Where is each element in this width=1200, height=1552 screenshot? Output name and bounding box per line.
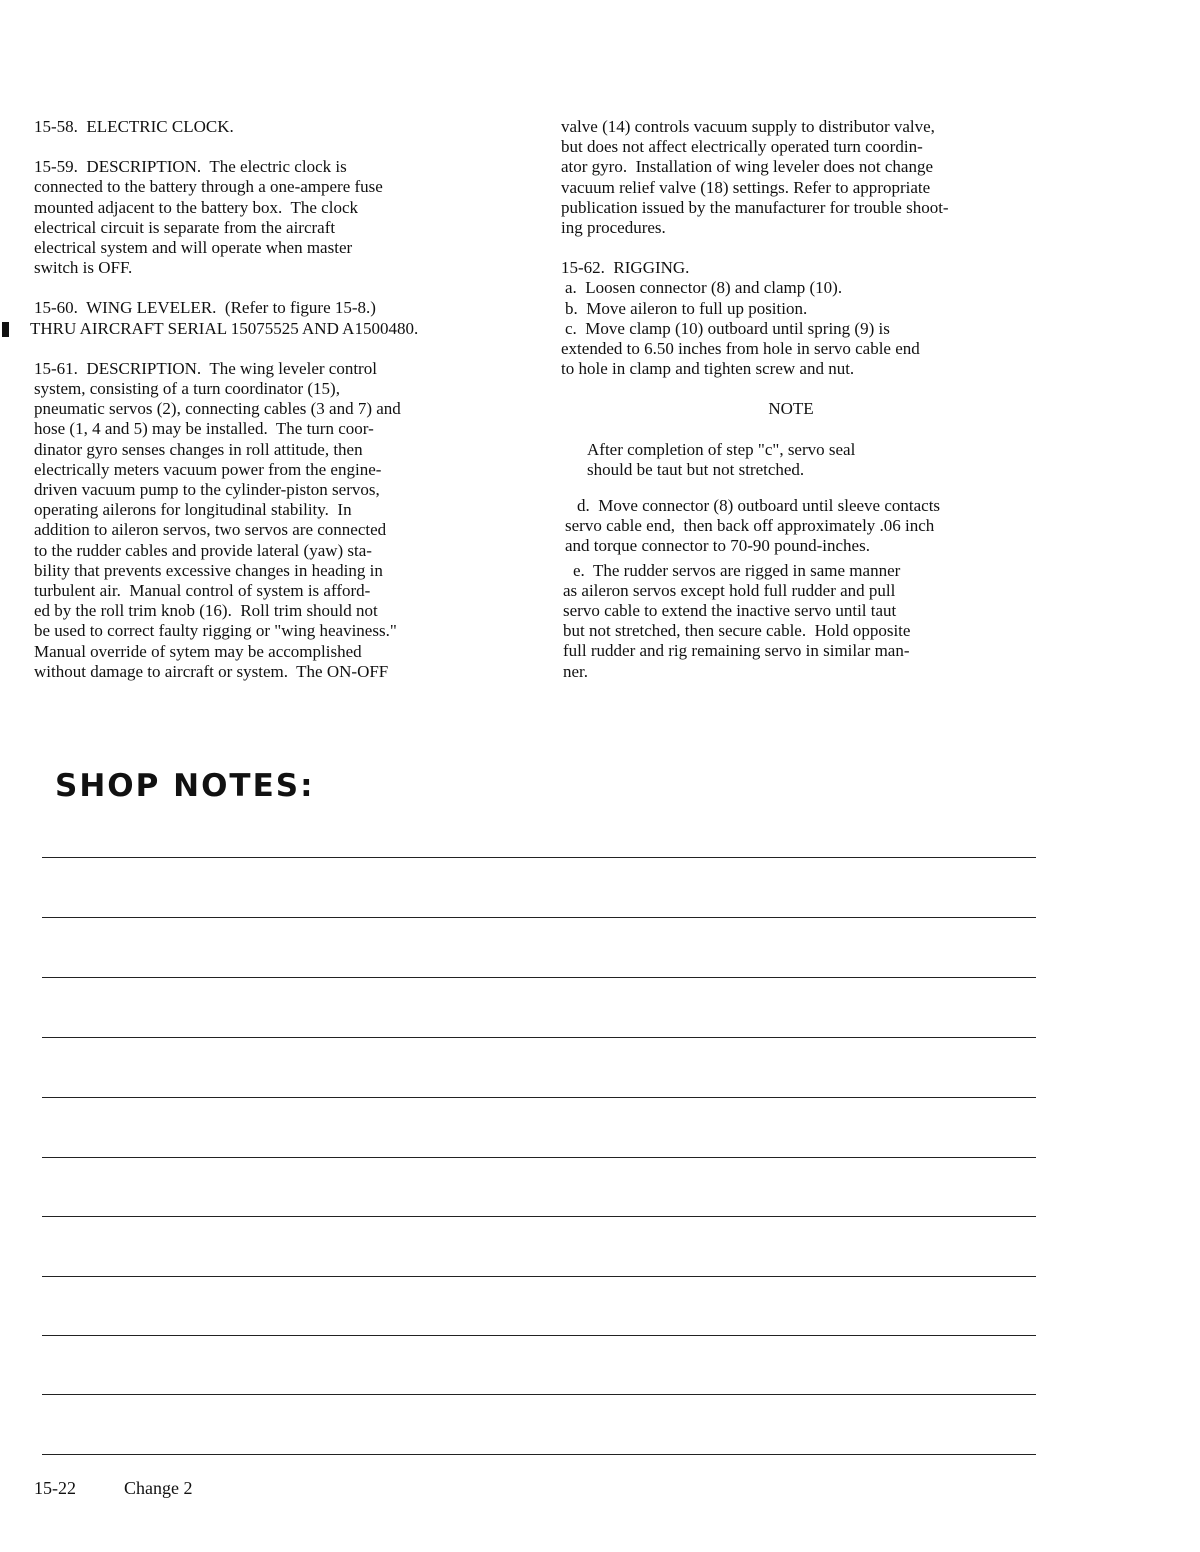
text-line: full rudder and rig remaining servo in similar man- bbox=[563, 641, 910, 661]
text-line: switch is OFF. bbox=[34, 258, 133, 278]
text-line: be used to correct faulty rigging or "wing heaviness." bbox=[34, 621, 397, 641]
page-footer bbox=[34, 1478, 192, 1499]
clock-heading: 15-58. ELECTRIC CLOCK. bbox=[34, 117, 234, 136]
text-line: dinator gyro senses changes in roll attitude, then bbox=[34, 439, 363, 459]
note-line bbox=[42, 857, 1036, 858]
note-line bbox=[42, 1394, 1036, 1395]
note-line bbox=[42, 1454, 1036, 1455]
note-line bbox=[42, 1157, 1036, 1158]
text-line: vacuum relief valve (18) settings. Refer to appropriate bbox=[561, 177, 931, 197]
text-line: as aileron servos except hold full rudder and pull bbox=[563, 580, 896, 600]
text-line: servo cable to extend the inactive servo until taut bbox=[563, 601, 897, 621]
note-text bbox=[561, 440, 1101, 480]
text-line: hose (1, 4 and 5) may be installed. The turn coor- bbox=[34, 419, 374, 439]
text-line: but not stretched, then secure cable. Hold opposite bbox=[563, 621, 911, 641]
text-line: c. Move clamp (10) outboard until spring (9) is bbox=[565, 318, 890, 338]
text-line: bility that prevents excessive changes in heading in bbox=[34, 560, 383, 580]
text-line: connected to the battery through a one-ampere fuse bbox=[34, 177, 383, 197]
text-line: system, consisting of a turn coordinator (15), bbox=[34, 379, 340, 399]
text-line: After completion of step "c", servo seal bbox=[587, 439, 856, 459]
text-line: valve (14) controls vacuum supply to distributor valve, bbox=[561, 117, 935, 136]
clock-description bbox=[34, 157, 544, 278]
text-line: addition to aileron servos, two servos are connected bbox=[34, 520, 387, 540]
text-line: ner. bbox=[563, 661, 589, 681]
text-line: 15-61. DESCRIPTION. The wing leveler control bbox=[34, 358, 377, 378]
text-line: ing procedures. bbox=[561, 218, 666, 238]
rigging-step-d bbox=[561, 496, 1101, 557]
note-line bbox=[42, 1037, 1036, 1038]
change-bar bbox=[2, 322, 9, 337]
right-column bbox=[561, 117, 1101, 682]
note-heading: NOTE bbox=[768, 399, 814, 419]
text-line: operating ailerons for longitudinal stability. In bbox=[34, 500, 352, 520]
text-line: mounted adjacent to the battery box. The clock bbox=[34, 197, 358, 217]
change-label: Change 2 bbox=[124, 1478, 193, 1498]
note-line bbox=[42, 977, 1036, 978]
note-line bbox=[42, 1216, 1036, 1217]
text-line: d. Move connector (8) outboard until sleeve contacts bbox=[577, 496, 941, 516]
page-number: 15-22 bbox=[34, 1478, 76, 1498]
text-line: but does not affect electrically operated turn coordin- bbox=[561, 137, 923, 157]
text-line: Manual override of sytem may be accomplished bbox=[34, 641, 362, 661]
text-line: ed by the roll trim knob (16). Roll trim should not bbox=[34, 601, 378, 621]
wing-leveler-description bbox=[34, 359, 544, 682]
text-line: turbulent air. Manual control of system is afford- bbox=[34, 581, 371, 601]
text-line: ator gyro. Installation of wing leveler does not change bbox=[561, 157, 933, 177]
note-line bbox=[42, 1276, 1036, 1277]
text-line: pneumatic servos (2), connecting cables (3 and 7) and bbox=[34, 399, 401, 419]
text-line: to hole in clamp and tighten screw and nut. bbox=[561, 359, 855, 379]
rigging-step-e bbox=[561, 561, 1101, 682]
rigging-step-b: b. Move aileron to full up position. bbox=[565, 298, 808, 318]
text-line: should be taut but not stretched. bbox=[587, 459, 805, 479]
text-line: 15-59. DESCRIPTION. The electric clock is bbox=[34, 157, 347, 177]
text-line: electrical circuit is separate from the aircraft bbox=[34, 217, 336, 237]
text-line: extended to 6.50 inches from hole in servo cable end bbox=[561, 339, 920, 359]
text-line: servo cable end, then back off approximately .06 inch bbox=[565, 516, 935, 536]
text-line: and torque connector to 70-90 pound-inches. bbox=[565, 536, 870, 556]
text-line: driven vacuum pump to the cylinder-piston servos, bbox=[34, 480, 380, 500]
text-line: e. The rudder servos are rigged in same manner bbox=[573, 560, 901, 580]
serial-effectivity: THRU AIRCRAFT SERIAL 15075525 AND A1500480. bbox=[30, 318, 419, 338]
note-line bbox=[42, 917, 1036, 918]
rigging-heading: 15-62. RIGGING. bbox=[561, 258, 690, 278]
left-column bbox=[30, 117, 544, 682]
text-line: electrical system and will operate when master bbox=[34, 238, 353, 258]
text-line: publication issued by the manufacturer for trouble shoot- bbox=[561, 197, 949, 217]
rigging-step-a: a. Loosen connector (8) and clamp (10). bbox=[565, 278, 843, 298]
note-line bbox=[42, 1097, 1036, 1098]
text-line: electrically meters vacuum power from the engine- bbox=[34, 459, 382, 479]
note-line bbox=[42, 1335, 1036, 1336]
wing-leveler-heading: 15-60. WING LEVELER. (Refer to figure 15-8.) bbox=[34, 298, 376, 318]
shop-notes-title: SHOP NOTES: bbox=[55, 768, 315, 804]
text-line: to the rudder cables and provide lateral (yaw) sta- bbox=[34, 540, 372, 560]
rigging-step-c bbox=[561, 319, 1101, 380]
continuation-paragraph bbox=[561, 117, 1101, 238]
text-line: without damage to aircraft or system. The ON-OFF bbox=[34, 661, 389, 681]
